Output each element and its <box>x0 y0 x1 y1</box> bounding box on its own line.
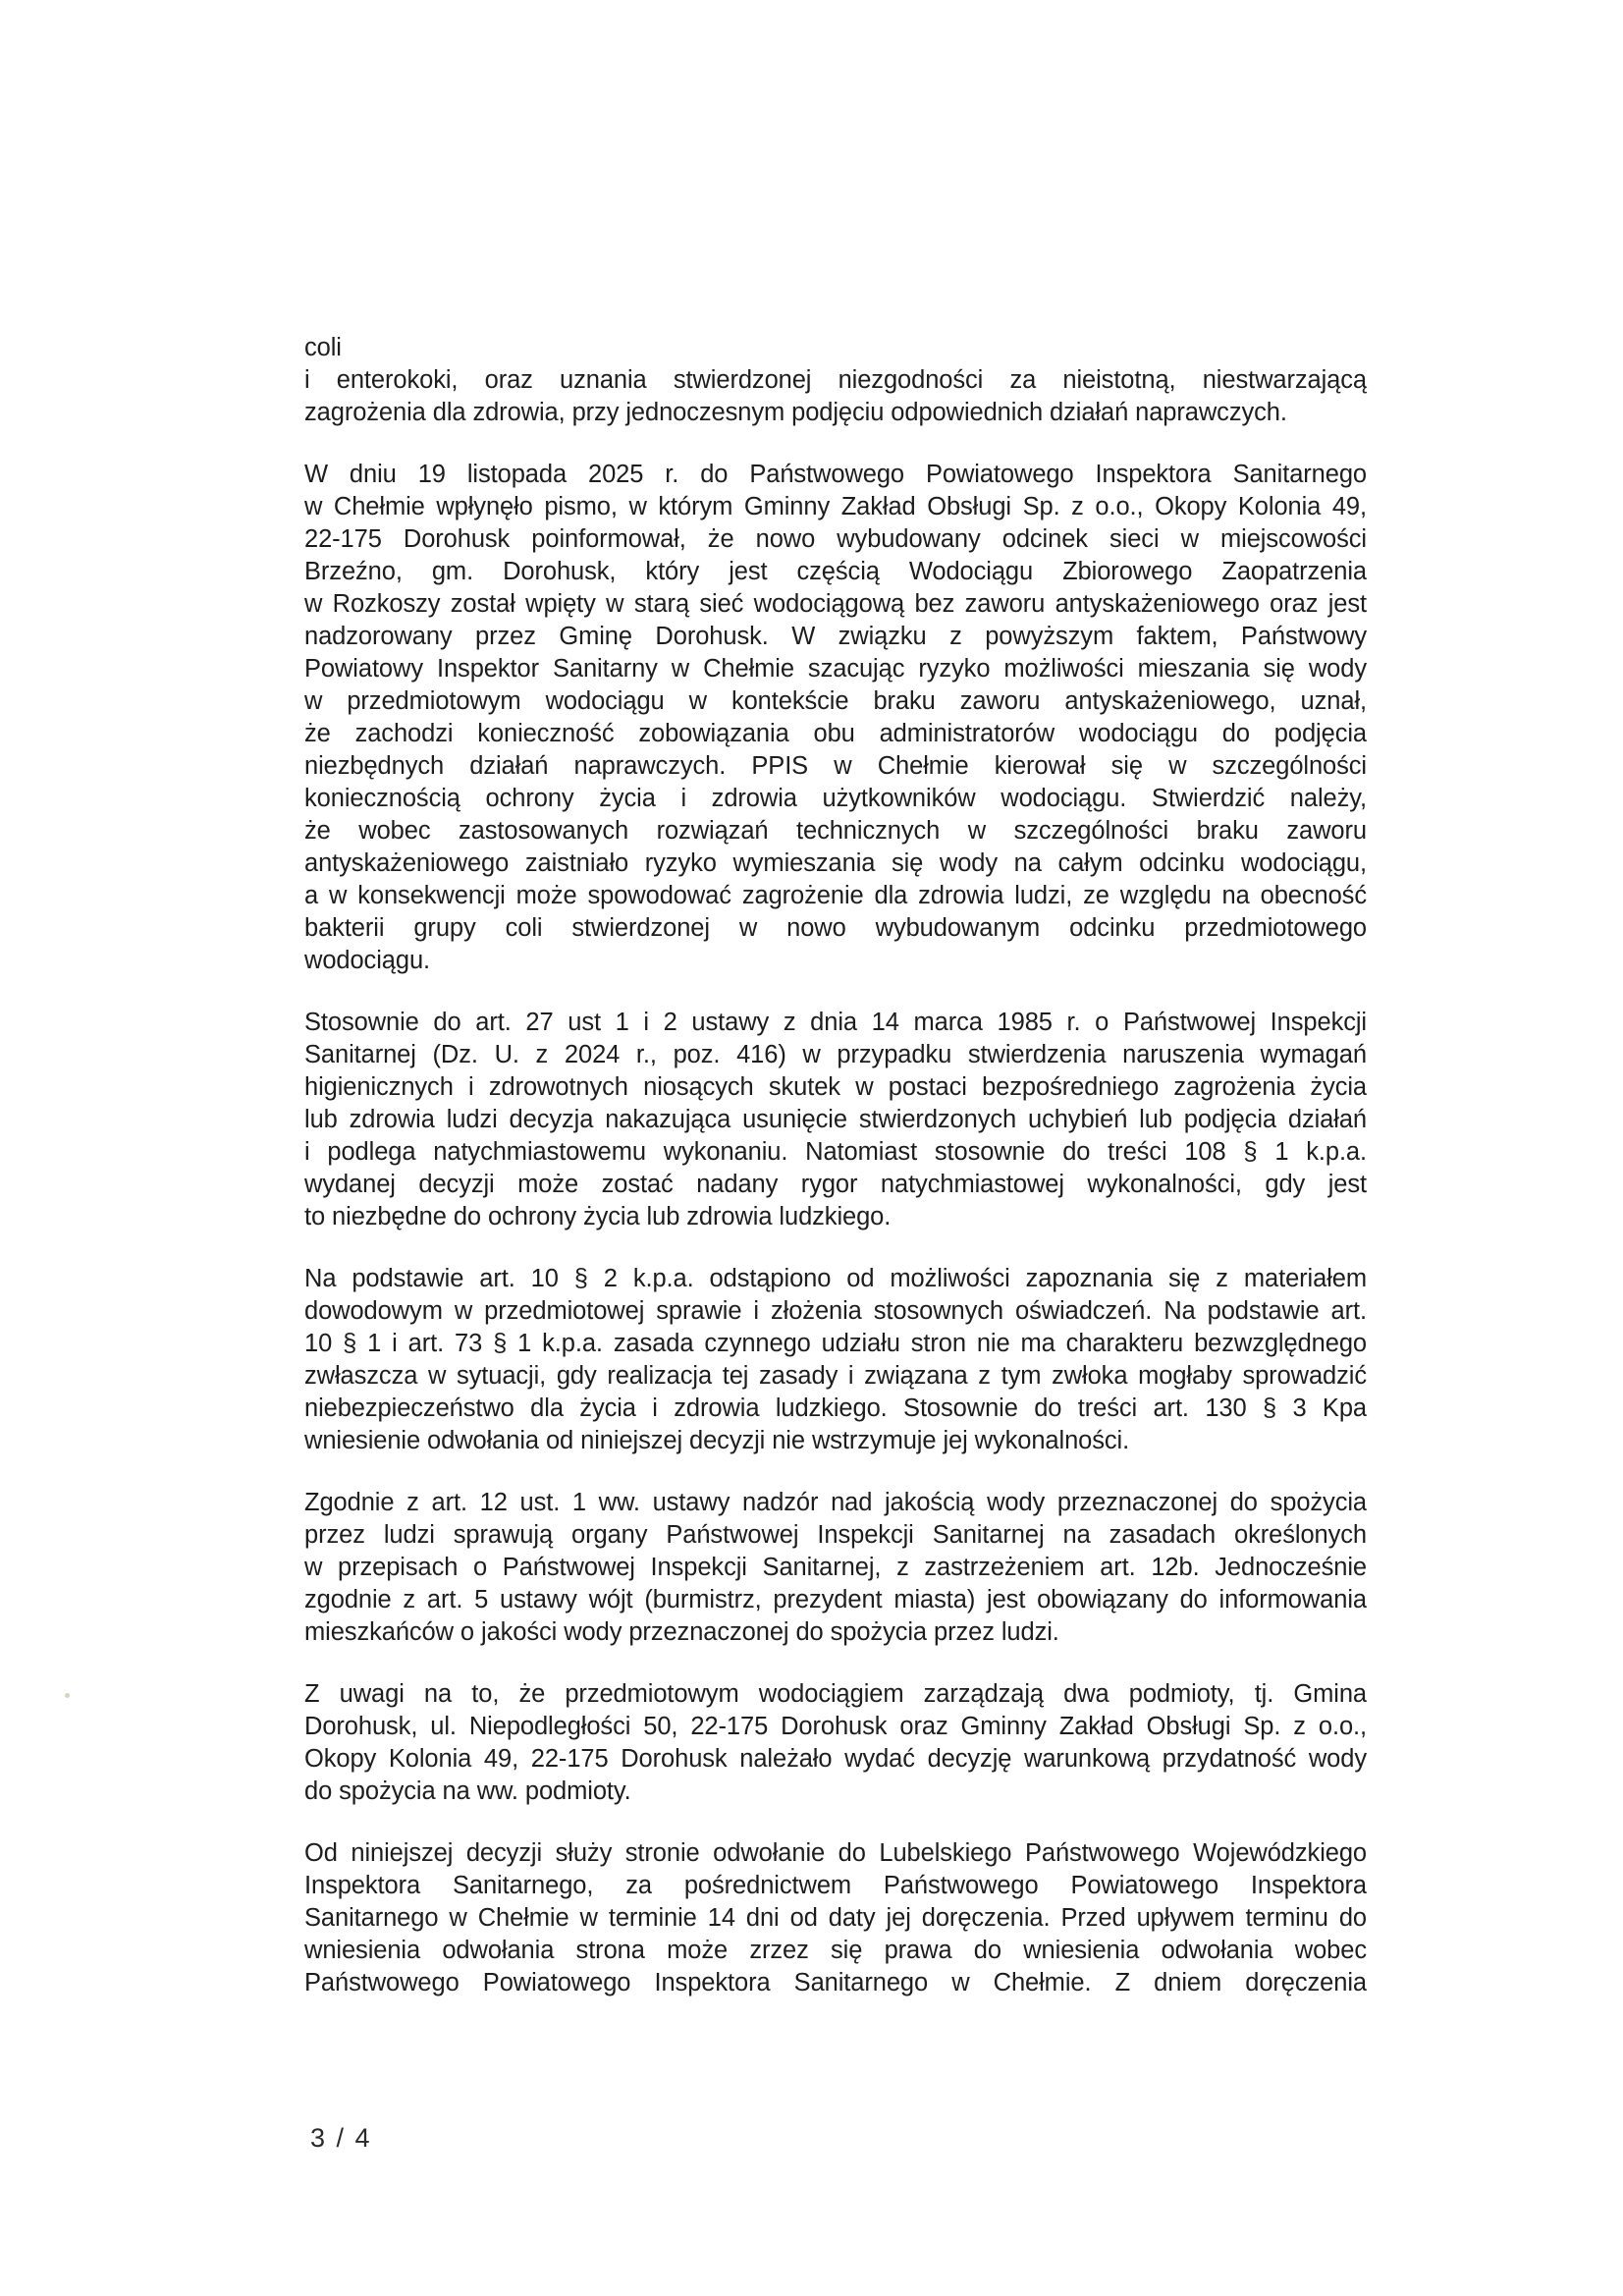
text-line: wniesienia odwołania strona może zrzez się prawa do wniesienia odwołania wobec <box>304 1937 1367 1964</box>
text-line: Z uwagi na to, że przedmiotowym wodociągiem zarządzają dwa podmioty, tj. Gmina <box>304 1680 1367 1708</box>
text-line: 10 § 1 i art. 73 § 1 k.p.a. zasada czynnego udziału stron nie ma charakteru bezwzględnego <box>304 1330 1367 1357</box>
scan-artifact-dot <box>65 1693 70 1698</box>
text-line: Powiatowy Inspektor Sanitarny w Chełmie szacując ryzyko możliwości mieszania się wody <box>304 655 1367 683</box>
text-line: wydanej decyzji może zostać nadany rygor natychmiastowej wykonalności, gdy jest <box>304 1171 1367 1198</box>
text-line: coli <box>304 334 342 361</box>
text-line: W dniu 19 listopada 2025 r. do Państwowego Powiatowego Inspektora Sanitarnego <box>304 461 1367 488</box>
text-line: Dorohusk, ul. Niepodległości 50, 22-175 Dorohusk oraz Gminny Zakład Obsługi Sp. z o.o., <box>304 1713 1367 1740</box>
text-line: w Chełmie wpłynęło pismo, w którym Gminny Zakład Obsługi Sp. z o.o., Okopy Kolonia 49, <box>304 493 1367 520</box>
text-line: niezbędnych działań naprawczych. PPIS w Chełmie kierował się w szczególności <box>304 752 1367 780</box>
paragraph-pismo-19-listopada <box>304 459 1367 977</box>
text-line: Sanitarnego w Chełmie w terminie 14 dni od daty jej doręczenia. Przed upływem terminu do <box>304 1904 1367 1932</box>
page-number: 3 / 4 <box>310 2123 372 2153</box>
text-line: zwłaszcza w sytuacji, gdy realizacja tej zasady i związana z tym zwłoka mogłaby sprowadzić <box>304 1362 1367 1390</box>
text-line: przez ludzi sprawują organy Państwowej Inspekcji Sanitarnej na zasadach określonych <box>304 1521 1367 1549</box>
text-line: Zgodnie z art. 12 ust. 1 ww. ustawy nadzór nad jakością wody przeznaczonej do spożycia <box>304 1489 1367 1516</box>
text-line: Od niniejszej decyzji służy stronie odwołanie do Lubelskiego Państwowego Wojewódzkiego <box>304 1839 1367 1867</box>
text-line: w przedmiotowym wodociągu w kontekście braku zaworu antyskażeniowego, uznał, <box>304 687 1367 715</box>
text-line: i podlega natychmiastowemu wykonaniu. Natomiast stosownie do treści 108 § 1 k.p.a. <box>304 1138 1367 1166</box>
text-line: Stosownie do art. 27 ust 1 i 2 ustawy z dnia 14 marca 1985 r. o Państwowej Inspekcji <box>304 1009 1367 1036</box>
text-line: Sanitarnej (Dz. U. z 2024 r., poz. 416) w przypadku stwierdzenia naruszenia wymagań <box>304 1041 1367 1068</box>
document-body <box>304 332 1367 2029</box>
text-line: koniecznością ochrony życia i zdrowia użytkowników wodociągu. Stwierdzić należy, <box>304 785 1367 812</box>
text-line: bakterii grupy coli stwierdzonej w nowo wybudowanym odcinku przedmiotowego <box>304 914 1367 942</box>
text-line: Państwowego Powiatowego Inspektora Sanitarnego w Chełmie. Z dniem doręczenia <box>304 1969 1367 1996</box>
text-line: nadzorowany przez Gminę Dorohusk. W związku z powyższym faktem, Państwowy <box>304 623 1367 650</box>
paragraph-continuation-coli <box>304 332 1367 429</box>
text-line: niebezpieczeństwo dla życia i zdrowia ludzkiego. Stosownie do treści art. 130 § 3 Kpa <box>304 1394 1367 1422</box>
paragraph-odwolanie <box>304 1837 1367 1999</box>
text-line: dowodowym w przedmiotowej sprawie i złożenia stosownych oświadczeń. Na podstawie art. <box>304 1297 1367 1325</box>
text-line: 22-175 Dorohusk poinformował, że nowo wybudowany odcinek sieci w miejscowości <box>304 525 1367 553</box>
text-line: a w konsekwencji może spowodować zagrożenie dla zdrowia ludzi, ze względu na obecność <box>304 882 1367 909</box>
text-line: zgodnie z art. 5 ustawy wójt (burmistrz, prezydent miasta) jest obowiązany do informowania <box>304 1586 1367 1613</box>
text-line: mieszkańców o jakości wody przeznaczonej do spożycia przez ludzi. <box>304 1618 1059 1646</box>
text-line: Inspektora Sanitarnego, za pośrednictwem Państwowego Powiatowego Inspektora <box>304 1872 1367 1899</box>
text-line: Brzeźno, gm. Dorohusk, który jest częścią Wodociągu Zbiorowego Zaopatrzenia <box>304 558 1367 585</box>
text-line: antyskażeniowego zaistniało ryzyko wymieszania się wody na całym odcinku wodociągu, <box>304 849 1367 877</box>
paragraph-z-uwagi <box>304 1678 1367 1808</box>
paragraph-stosownie-art-27 <box>304 1007 1367 1233</box>
text-line: wodociągu. <box>304 947 431 974</box>
text-line: i enterokoki, oraz uznania stwierdzonej niezgodności za nieistotną, niestwarzającą <box>304 366 1367 394</box>
paragraph-zgodnie-art-12 <box>304 1487 1367 1649</box>
text-line: w przepisach o Państwowej Inspekcji Sanitarnej, z zastrzeżeniem art. 12b. Jednocześnie <box>304 1554 1367 1581</box>
text-line: że zachodzi konieczność zobowiązania obu administratorów wodociągu do podjęcia <box>304 720 1367 747</box>
text-line: zagrożenia dla zdrowia, przy jednoczesnym podjęciu odpowiednich działań naprawczych. <box>304 399 1287 426</box>
text-line: Okopy Kolonia 49, 22-175 Dorohusk należało wydać decyzję warunkową przydatność wody <box>304 1745 1367 1773</box>
text-line: że wobec zastosowanych rozwiązań technicznych w szczególności braku zaworu <box>304 817 1367 845</box>
text-line: do spożycia na ww. podmioty. <box>304 1777 631 1805</box>
paragraph-na-podstawie-art-10 <box>304 1263 1367 1457</box>
text-line: w Rozkoszy został wpięty w starą sieć wodociągową bez zaworu antyskażeniowego oraz jest <box>304 590 1367 618</box>
text-line: higienicznych i zdrowotnych niosących skutek w postaci bezpośredniego zagrożenia życia <box>304 1073 1367 1101</box>
text-line: wniesienie odwołania od niniejszej decyzji nie wstrzymuje jej wykonalności. <box>304 1427 1130 1454</box>
text-line: to niezbędne do ochrony życia lub zdrowia ludzkiego. <box>304 1203 892 1230</box>
text-line: Na podstawie art. 10 § 2 k.p.a. odstąpiono od możliwości zapoznania się z materiałem <box>304 1265 1367 1292</box>
text-line: lub zdrowia ludzi decyzja nakazująca usunięcie stwierdzonych uchybień lub podjęcia działań <box>304 1106 1367 1133</box>
